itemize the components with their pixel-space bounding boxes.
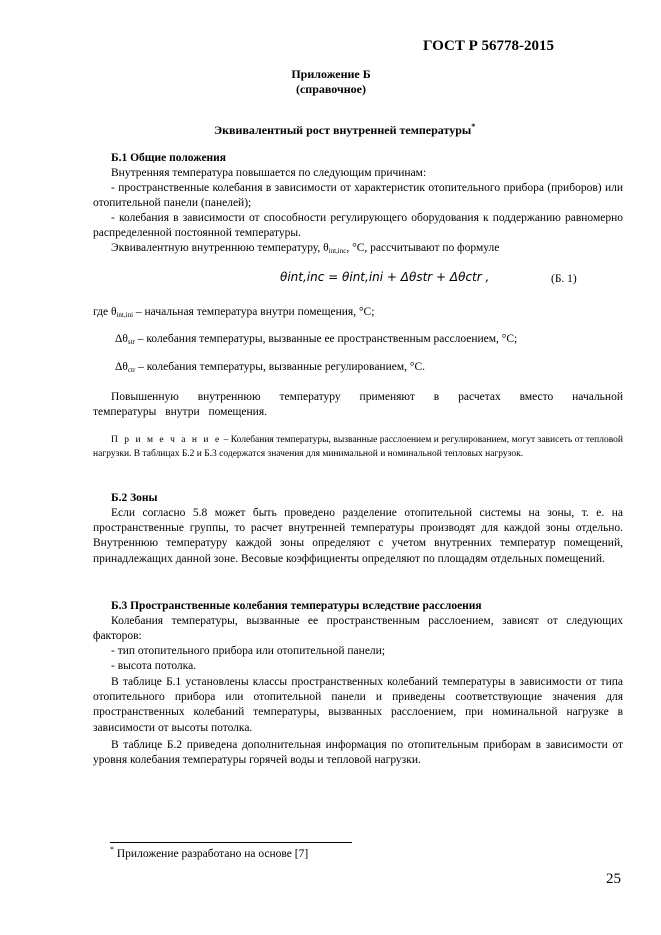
def3-pre: Δθ — [115, 361, 128, 373]
section-b3-p3: - высота потолка. — [111, 660, 197, 672]
def2-pre: Δθ — [115, 333, 128, 345]
appendix-title: Приложение Б — [291, 67, 371, 81]
section-b2-title: Б.2 Зоны — [111, 492, 158, 504]
section-b3-title: Б.3 Пространственные колебания температуры вследствие расслоения — [111, 600, 482, 612]
def2-post: – колебания температуры, вызванные ее пространственным расслоением, °С; — [134, 333, 518, 345]
section-b3-p5: В таблице Б.2 приведена дополнительная информация по отопительным приборам в зависимости от уровня колебания температуры горячей воды и тепловой нагрузки. — [93, 739, 623, 767]
section-b1-p4 — [93, 241, 623, 259]
section-b1-p3: - колебания в зависимости от способности регулирующего оборудования к поддержанию равномерно распределенной постоянной температуры. — [93, 212, 623, 240]
p4-pre: Эквивалентную внутреннюю температуру, θ — [111, 242, 329, 254]
where-definition-1 — [93, 305, 623, 323]
section-b3-p2: - тип отопительного прибора или отопительной панели; — [111, 645, 386, 657]
formula-number: (Б. 1) — [551, 273, 577, 285]
p4-post: , °С, рассчитывают по формуле — [346, 242, 500, 254]
def3-post: – колебания температуры, вызванные регулированием, °С. — [135, 361, 426, 373]
note-text: – Колебания температуры, вызванные расслоением и регулированием, могут зависеть от тепловой нагрузки. В таблицах Б.2 и Б.3 содержатся значения для минимальной и номинальной тепловых нагрузок. — [93, 435, 623, 459]
section-b1-p5: Повышенную внутреннюю температуру применяют в расчетах вместо начальной температуры внутри помещения. — [93, 391, 623, 419]
p4-sub: int,inc — [328, 247, 347, 255]
appendix-subtitle: (справочное) — [295, 82, 366, 96]
appendix-heading-text: Эквивалентный рост внутренней температуры — [214, 123, 472, 137]
where-definition-3 — [115, 361, 425, 374]
section-b1-p2: - пространственные колебания в зависимости от характеристик отопительного прибора (приборов) или отопительной панели (панелей); — [93, 182, 623, 210]
page-number: 25 — [606, 871, 621, 887]
footnote — [110, 845, 308, 860]
section-b3-p4: В таблице Б.1 установлены классы пространственных колебаний температуры в зависимости от типа отопительного прибора или отопительной панели и приведены соответствующие значения для пространственных колебаний температуры, вызванных расслоением, при номинальной нагрузке в зависимости от высоты потолка. — [93, 676, 623, 734]
document-id: ГОСТ Р 56778-2015 — [423, 38, 555, 54]
appendix-heading — [214, 122, 475, 138]
formula-text: θint,inc = θint,ini + Δθstr + Δθctr , — [280, 270, 490, 284]
where-sub: int,ini — [116, 311, 134, 319]
def3-sub: ctr — [127, 366, 136, 374]
footnote-mark: * — [471, 122, 476, 131]
footnote-text: Приложение разработано на основе [7] — [114, 847, 309, 860]
section-b2-p1: Если согласно 5.8 может быть проведено разделение отопительной системы на зоны, т. е. на пространственные группы, то расчет внутренней температуры производят для каждой зоны отдельно. Внутреннюю температуру каждой зоны определяют с учетом внутренних температур помещений, принадлежащих данной зоне. Весовые коэффициенты определяют по площадям отдельных помещений. — [93, 507, 623, 565]
where-definition-2 — [115, 333, 517, 346]
section-b1-title: Б.1 Общие положения — [111, 152, 227, 164]
section-b3-p1: Колебания температуры, вызванные ее пространственным расслоением, зависят от следующих факторов: — [93, 615, 623, 643]
section-b1-p1: Внутренняя температура повышается по следующим причинам: — [111, 167, 427, 179]
where-post: – начальная температура внутри помещения, °С; — [133, 306, 375, 318]
footnote-divider — [110, 842, 352, 843]
note — [93, 434, 623, 461]
note-label: П р и м е ч а н и е — [111, 435, 222, 445]
formula-b1 — [280, 270, 489, 284]
where-pre: где θ — [93, 306, 117, 318]
def2-sub: str — [127, 338, 135, 346]
footnote-marker: * — [110, 845, 114, 854]
